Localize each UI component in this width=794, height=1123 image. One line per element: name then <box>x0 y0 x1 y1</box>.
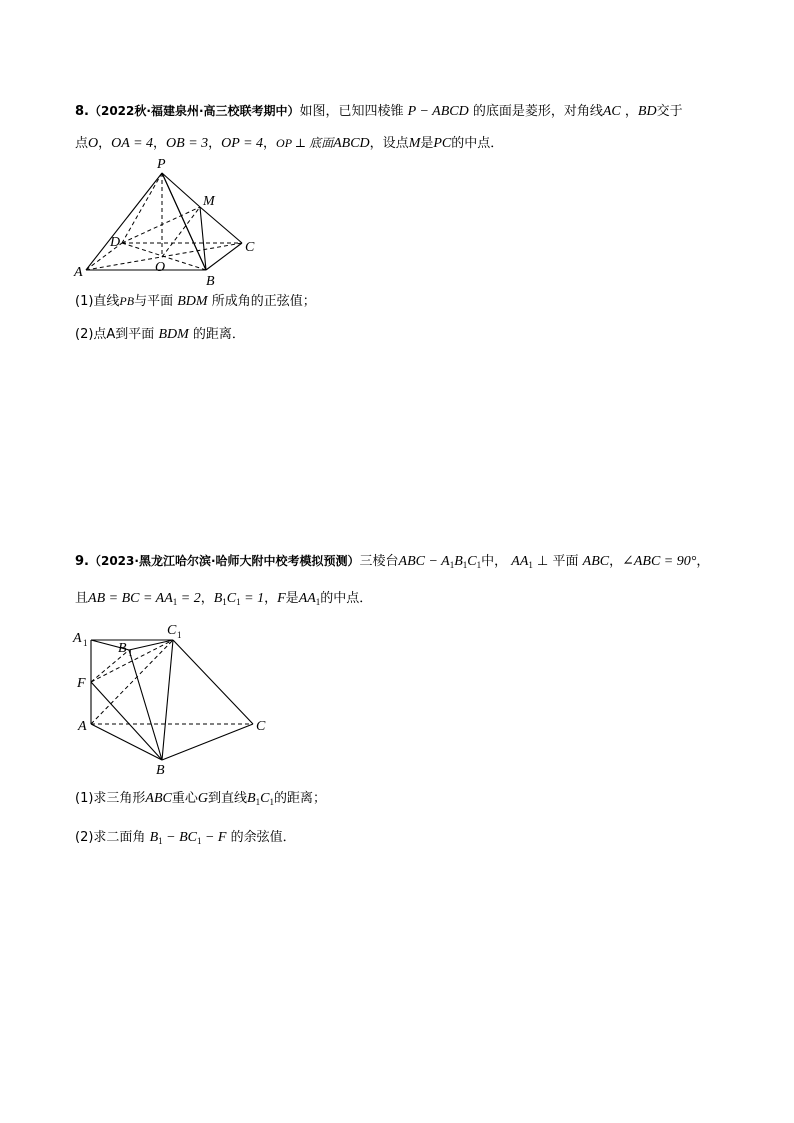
problem-9-question-1 <box>75 790 326 811</box>
label-p: P <box>157 157 166 172</box>
separator: ， <box>98 136 112 151</box>
math-o: O <box>88 136 99 151</box>
frustum-diagram <box>70 620 280 780</box>
label-b: B <box>156 763 165 778</box>
problem-number: 9. <box>75 554 89 569</box>
question-text: (2)求二面角 <box>75 830 146 845</box>
statement-text: 是 <box>420 136 434 151</box>
math-ac: AC <box>602 104 621 119</box>
problem-9-line-2 <box>75 590 372 611</box>
label-b: B <box>206 274 215 289</box>
label-c: C <box>245 240 255 255</box>
math-aa1: $AA_1$ <box>298 591 321 607</box>
math-abc: ABC <box>582 554 610 569</box>
label-o: O <box>155 260 166 275</box>
math-eq1: AB = BC = $AA_1 = 2$ <box>88 591 201 607</box>
question-text: 的距离． <box>192 327 245 342</box>
problem-source: （2023·黑龙江哈尔滨·哈师大附中校考模拟预测） <box>88 554 360 568</box>
label-b1: B <box>118 641 127 656</box>
problem-8-line-1 <box>75 102 683 121</box>
math-pb: PB <box>119 294 135 308</box>
math-f: F <box>277 591 286 606</box>
separator: ， <box>263 136 277 151</box>
question-text: 与平面 <box>134 294 174 309</box>
label-c: C <box>256 719 266 734</box>
question-text: 到直线 <box>208 791 248 806</box>
statement-text: 中， <box>481 554 508 569</box>
statement-text: 的中点． <box>451 136 504 151</box>
label-a: A <box>78 719 87 734</box>
separator: ， <box>153 136 167 151</box>
statement-text: 交于 <box>656 104 683 119</box>
math-op: OP = 4 <box>221 136 264 151</box>
separator: ， <box>200 591 214 606</box>
math-b1c1: $B_1C_1$ <box>247 791 274 807</box>
math-angle: ∠ABC = 90° <box>622 554 697 569</box>
problem-8-question-1 <box>75 292 316 311</box>
statement-text: ，设点 <box>369 136 409 151</box>
statement-text: 的底面是菱形，对角线 <box>472 104 603 119</box>
problem-9-question-2 <box>75 829 296 850</box>
math-abcd: ABCD <box>333 136 370 151</box>
math-oa: OA = 4 <box>111 136 154 151</box>
problem-source: （2022秋·福建泉州·高三校联考期中） <box>88 104 300 118</box>
math-g: G <box>197 791 209 806</box>
statement-text: 三棱台 <box>359 554 399 569</box>
separator: ， <box>208 136 222 151</box>
math-op-perp: OP ⊥ 底面 <box>276 136 334 150</box>
pyramid-diagram <box>70 155 270 290</box>
statement-text: ⊥ 平面 <box>537 554 579 569</box>
question-text: 的距离； <box>273 791 326 806</box>
problem-8-line-2 <box>75 134 503 153</box>
problem-9-line-1 <box>75 552 709 574</box>
math-bdm: BDM <box>177 294 208 309</box>
separator: ， <box>264 591 278 606</box>
label-a1: A <box>73 631 82 646</box>
question-text: (1)求三角形 <box>75 791 146 806</box>
math-b1c1: $B_1C_1 = 1$ <box>213 591 265 607</box>
question-text: 的余弦值． <box>230 830 296 845</box>
label-a1-sub: 1 <box>83 638 88 648</box>
question-text: 重心 <box>171 791 198 806</box>
math-ob: OB = 3 <box>166 136 209 151</box>
problem-number: 8. <box>75 104 89 119</box>
label-b1-sub: 1 <box>128 648 133 658</box>
math-pc: PC <box>433 136 452 151</box>
math-frustum: ABC − $A_1B_1C_1$ <box>398 554 482 570</box>
math-dihedral: $B_1 - BC_1 - F$ <box>149 830 227 846</box>
statement-text: 点 <box>75 136 89 151</box>
math-aa1: $AA_1$ <box>511 554 533 570</box>
question-text: (1)直线 <box>75 294 120 309</box>
math-bdm: BDM <box>158 327 189 342</box>
separator: ， <box>696 554 710 569</box>
math-abc: ABC <box>145 791 172 806</box>
statement-text: 如图，已知四棱锥 <box>299 104 404 119</box>
question-text: 所成角的正弦值； <box>211 294 316 309</box>
label-c1: C <box>167 623 177 638</box>
math-bd: BD <box>637 104 657 119</box>
label-f: F <box>77 676 86 691</box>
frustum-figure <box>70 620 280 780</box>
label-d: D <box>110 235 121 250</box>
statement-text: 且 <box>75 591 89 606</box>
label-c1-sub: 1 <box>177 630 182 640</box>
math-pyramid: P − ABCD <box>407 104 469 119</box>
question-text: (2)点A到平面 <box>75 327 155 342</box>
statement-text: 是 <box>285 591 299 606</box>
math-m: M <box>408 136 421 151</box>
statement-text: 的中点． <box>320 591 373 606</box>
separator: ， <box>609 554 623 569</box>
label-m: M <box>203 194 215 209</box>
pyramid-figure <box>70 155 270 290</box>
label-a: A <box>74 265 83 280</box>
separator: ， <box>624 104 638 119</box>
problem-8-question-2 <box>75 326 245 344</box>
